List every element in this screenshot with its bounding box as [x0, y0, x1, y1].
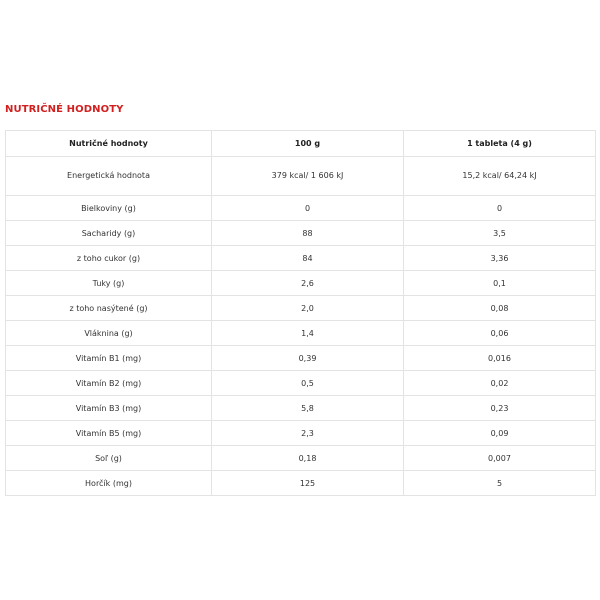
value-per-tablet: 15,2 kcal/ 64,24 kJ [404, 157, 596, 196]
value-per-tablet: 0,09 [404, 421, 596, 446]
nutrient-name [6, 157, 212, 196]
value-per-tablet: 3,36 [404, 246, 596, 271]
value-per-100g: 84 [212, 246, 404, 271]
table-row [6, 271, 596, 296]
table-row [6, 471, 596, 496]
nutrient-name: Bielkoviny (g) [6, 196, 212, 221]
value-per-tablet: 0 [404, 196, 596, 221]
value-per-tablet: 0,08 [404, 296, 596, 321]
value-per-100g: 0,39 [212, 346, 404, 371]
table-row [6, 346, 596, 371]
value-per-100g: 1,4 [212, 321, 404, 346]
value-per-100g: 5,8 [212, 396, 404, 421]
nutrient-name: Soľ (g) [6, 446, 212, 471]
value-per-100g: 88 [212, 221, 404, 246]
nutrition-table [5, 130, 596, 496]
value-per-100g: 0,18 [212, 446, 404, 471]
nutrient-name: Tuky (g) [6, 271, 212, 296]
column-header-per-100g: 100 g [212, 131, 404, 157]
table-row [6, 321, 596, 346]
value-per-100g: 2,6 [212, 271, 404, 296]
nutrient-name: Vláknina (g) [6, 321, 212, 346]
value-per-100g: 125 [212, 471, 404, 496]
value-per-tablet: 5 [404, 471, 596, 496]
table-row [6, 157, 596, 196]
value-per-100g: 0,5 [212, 371, 404, 396]
table-row [6, 246, 596, 271]
column-header-nutrient: Nutričné hodnoty [6, 131, 212, 157]
nutrient-name: z toho cukor (g) [6, 246, 212, 271]
value-per-tablet: 0,23 [404, 396, 596, 421]
value-per-100g: 2,0 [212, 296, 404, 321]
value-per-tablet: 0,007 [404, 446, 596, 471]
nutrient-name: Vitamín B1 (mg) [6, 346, 212, 371]
table-row [6, 221, 596, 246]
table-row [6, 296, 596, 321]
nutrient-name: Sacharidy (g) [6, 221, 212, 246]
nutrient-name: Vitamín B2 (mg) [6, 371, 212, 396]
nutrient-name: Vitamín B3 (mg) [6, 396, 212, 421]
nutrient-name-text: Energetická hodnota [67, 171, 150, 180]
nutrient-name: z toho nasýtené (g) [6, 296, 212, 321]
value-per-100g: 0 [212, 196, 404, 221]
table-header-row [6, 131, 596, 157]
table-row [6, 196, 596, 221]
table-row [6, 421, 596, 446]
value-per-tablet: 0,06 [404, 321, 596, 346]
value-per-tablet: 0,1 [404, 271, 596, 296]
value-per-tablet: 0,016 [404, 346, 596, 371]
value-per-100g: 2,3 [212, 421, 404, 446]
column-header-per-tablet: 1 tableta (4 g) [404, 131, 596, 157]
value-per-100g: 379 kcal/ 1 606 kJ [212, 157, 404, 196]
table-row [6, 446, 596, 471]
table-row [6, 371, 596, 396]
nutrient-name: Horčík (mg) [6, 471, 212, 496]
value-per-tablet: 3,5 [404, 221, 596, 246]
nutrient-name: Vitamín B5 (mg) [6, 421, 212, 446]
table-row [6, 396, 596, 421]
section-title: NUTRIČNÉ HODNOTY [5, 104, 124, 115]
value-per-tablet: 0,02 [404, 371, 596, 396]
